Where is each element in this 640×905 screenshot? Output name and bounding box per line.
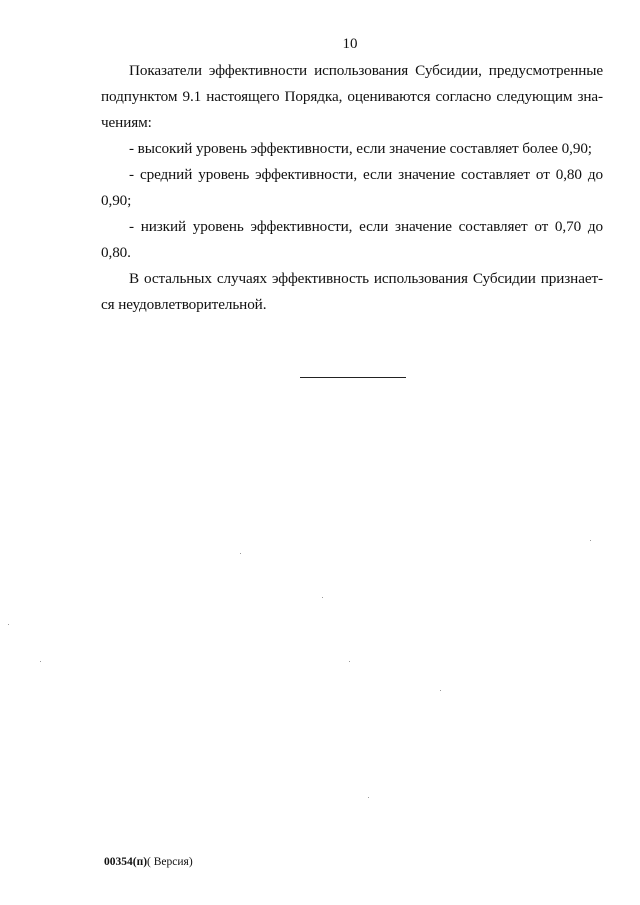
paragraph-high-efficiency: - высокий уровень эффективности, если значение составляет более 0,90; [129, 140, 592, 157]
scan-speck [349, 661, 350, 662]
paragraph-indicators-intro: Показатели эффективности использования Субсидии, предусмотренные подпунктом 9.1 настоящего Порядка, оцениваются согласно следующим зна-чениям: [101, 62, 603, 131]
paragraph-low-efficiency: - низкий уровень эффективности, если значение составляет от 0,70 до 0,80. [101, 218, 603, 261]
paragraph-unsatisfactory: В остальных случаях эффективность использования Субсидии признает-ся неудовлетворительной. [101, 270, 603, 313]
footer-code-number: 00354(п) [104, 856, 148, 868]
scan-speck [8, 624, 9, 625]
page-number: 10 [342, 36, 358, 52]
scan-speck [40, 661, 41, 662]
scan-speck [590, 540, 591, 541]
scan-speck [322, 597, 323, 598]
paragraph-medium-efficiency: - средний уровень эффективности, если значение составляет от 0,80 до 0,90; [101, 166, 603, 209]
end-separator-line [300, 377, 406, 378]
footer-document-code [104, 856, 193, 868]
footer-version-label: ( Версия) [147, 856, 193, 868]
scan-speck [440, 690, 441, 691]
scan-speck [240, 553, 241, 554]
scan-speck [368, 797, 369, 798]
document-body [101, 58, 603, 318]
